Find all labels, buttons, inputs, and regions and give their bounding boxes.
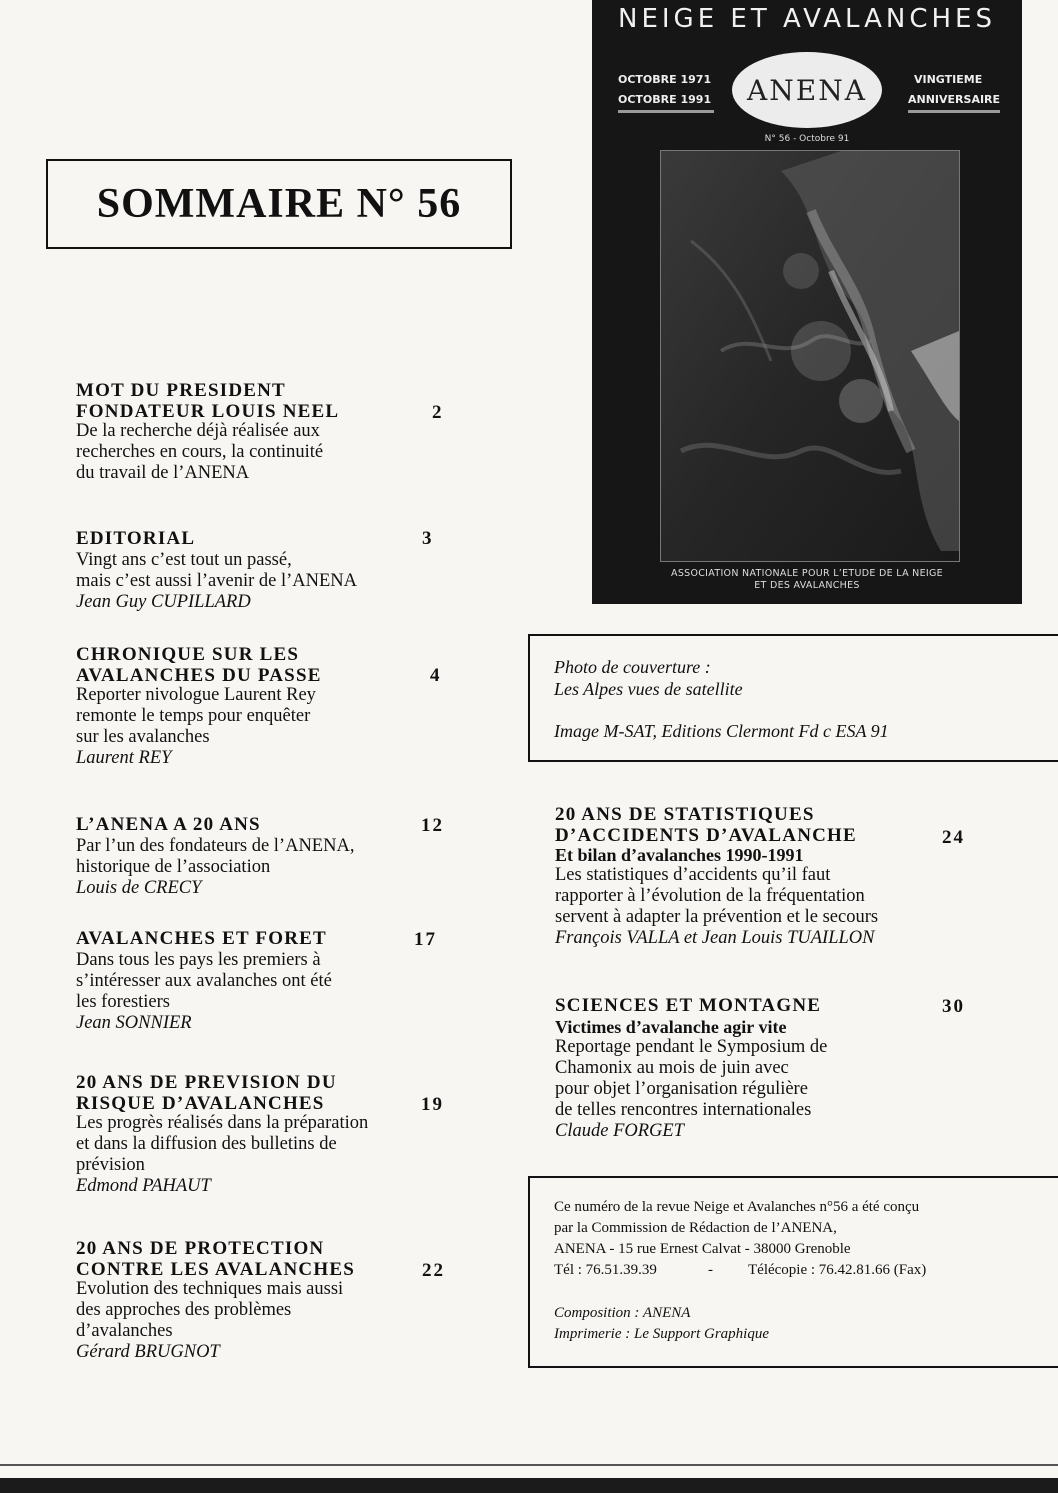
colophon-line: Ce numéro de la revue Neige et Avalanches n°56 a été conçu [554,1199,920,1215]
toc-entry-president[interactable] [76,381,476,484]
entry-description: les forestiers [76,992,171,1012]
credit-line: Image M-SAT, Editions Clermont Fd c ESA 91 [554,721,889,741]
entry-description: Dans tous les pays les premiers à [76,950,321,970]
page-title: SOMMAIRE N° 56 [46,159,512,249]
toc-entry-sciences[interactable] [555,996,975,1142]
entry-heading: L’ANENA A 20 ANS [76,814,261,835]
entry-author: François VALLA et Jean Louis TUAILLON [555,928,875,948]
cover-issue: N° 56 - Octobre 91 [764,134,850,144]
entry-author: Gérard BRUGNOT [76,1342,220,1362]
entry-heading: D’ACCIDENTS D’AVALANCHE [555,825,857,846]
entry-description: sur les avalanches [76,727,210,747]
entry-description: Evolution des techniques mais aussi [76,1279,344,1299]
page-number: 24 [942,827,965,848]
cover-footer-line: ASSOCIATION NATIONALE POUR L’ETUDE DE LA NEIGE [671,568,943,579]
credit-line: Les Alpes vues de satellite [554,679,743,699]
cover-anniversary: ANNIVERSAIRE [908,93,1001,106]
cover-date: OCTOBRE 1991 [618,93,712,106]
anena-logo: ANENA [732,52,882,128]
entry-description: Reportage pendant le Symposium de [555,1037,828,1057]
entry-heading: 20 ANS DE STATISTIQUES [555,804,815,825]
entry-description: Les progrès réalisés dans la préparation [76,1113,369,1133]
entry-description: et dans la diffusion des bulletins de [76,1134,337,1154]
entry-description: du travail de l’ANENA [76,463,250,483]
entry-heading: CONTRE LES AVALANCHES [76,1259,355,1280]
entry-author: Louis de CRECY [76,878,202,898]
page-number: 12 [421,815,444,836]
entry-description: prévision [76,1155,145,1175]
toc-entry-anena-20-ans[interactable] [76,815,476,899]
page-number: 4 [430,665,442,686]
magazine-cover [592,0,1022,604]
entry-description: s’intéresser aux avalanches ont été [76,971,332,991]
cover-rule [618,110,714,113]
entry-description: Vingt ans c’est tout un passé, [76,550,292,570]
colophon-phone: Tél : 76.51.39.39 [554,1262,657,1278]
entry-heading: 20 ANS DE PROTECTION [76,1238,325,1259]
entry-description: mais c’est aussi l’avenir de l’ANENA [76,571,358,591]
colophon-separator: - [708,1262,713,1278]
page-number: 2 [432,402,444,423]
entry-heading: EDITORIAL [76,528,196,549]
entry-description: des approches des problèmes [76,1300,292,1320]
page-number: 30 [942,996,965,1017]
entry-heading: CHRONIQUE SUR LES [76,644,300,665]
credit-line: Photo de couverture : [554,657,711,677]
entry-author: Jean Guy CUPILLARD [76,592,251,612]
colophon-line: par la Commission de Rédaction de l’ANENA, [554,1220,837,1236]
entry-description: remonte le temps pour enquêter [76,706,311,726]
entry-heading: AVALANCHES ET FORET [76,928,327,949]
page-number: 19 [421,1094,444,1115]
toc-entry-editorial[interactable] [76,529,476,613]
cover-footer [592,568,1022,592]
entry-description: rapporter à l’évolution de la fréquentation [555,886,865,906]
page-number: 3 [422,528,434,549]
entry-heading: SCIENCES ET MONTAGNE [555,995,822,1016]
entry-description: d’avalanches [76,1321,173,1341]
entry-description: De la recherche déjà réalisée aux [76,421,320,441]
entry-description: Chamonix au mois de juin avec [555,1058,789,1078]
cover-rule [908,110,1000,113]
entry-description: Reporter nivologue Laurent Rey [76,685,316,705]
page-number: 22 [422,1260,445,1281]
entry-author: Jean SONNIER [76,1013,192,1033]
satellite-photo [660,150,960,562]
page-number: 17 [414,929,437,950]
toc-entry-chronique[interactable] [76,645,476,769]
cover-footer-line: ET DES AVALANCHES [754,580,860,591]
cover-title: NEIGE ET AVALANCHES [618,4,996,34]
entry-heading: AVALANCHES DU PASSE [76,665,322,686]
cover-dates-left [618,70,714,114]
cover-date: OCTOBRE 1971 [618,73,712,86]
entry-description: de telles rencontres internationales [555,1100,812,1120]
toc-entry-prevision[interactable] [76,1073,476,1197]
entry-heading: 20 ANS DE PREVISION DU [76,1072,337,1093]
entry-heading: MOT DU PRESIDENT [76,380,286,401]
entry-description: servent à adapter la prévention et le secours [555,907,879,927]
cover-anniversary: VINGTIEME [914,73,983,86]
colophon-printer: Imprimerie : Le Support Graphique [554,1326,769,1342]
colophon-line: ANENA - 15 rue Ernest Calvat - 38000 Grenoble [554,1241,851,1257]
entry-subheading: Victimes d’avalanche agir vite [555,1017,787,1037]
entry-description: recherches en cours, la continuité [76,442,324,462]
photo-credit-box [528,634,1058,762]
satellite-image-art [661,151,959,561]
colophon-fax: Télécopie : 76.42.81.66 (Fax) [748,1262,927,1278]
entry-author: Edmond PAHAUT [76,1176,211,1196]
scan-border [0,1478,1058,1493]
entry-subheading: Et bilan d’avalanches 1990-1991 [555,845,804,865]
entry-description: pour objet l’organisation régulière [555,1079,808,1099]
entry-heading: RISQUE D’AVALANCHES [76,1093,325,1114]
toc-entry-statistiques[interactable] [555,805,975,949]
cover-dates-right [908,70,1000,114]
entry-author: Claude FORGET [555,1121,684,1141]
page-edge [0,1464,1058,1466]
colophon-composition: Composition : ANENA [554,1305,691,1321]
entry-description: Les statistiques d’accidents qu’il faut [555,865,831,885]
entry-description: Par l’un des fondateurs de l’ANENA, [76,836,355,856]
entry-description: historique de l’association [76,857,271,877]
toc-entry-protection[interactable] [76,1239,476,1363]
entry-heading: FONDATEUR LOUIS NEEL [76,401,340,422]
colophon-box [528,1176,1058,1368]
entry-author: Laurent REY [76,748,172,768]
